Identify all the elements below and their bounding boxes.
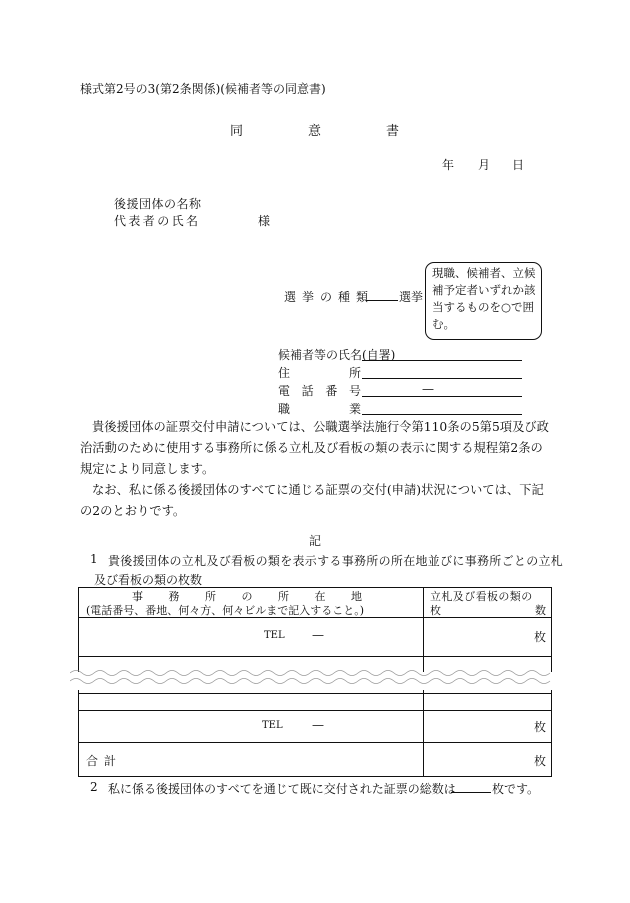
row1-tel-dash: — <box>312 628 324 642</box>
phone-blank[interactable] <box>362 396 522 397</box>
title-char-2: 意 <box>308 124 322 139</box>
phone-dash: — <box>422 382 434 396</box>
org-name-label: 後援団体の名称 <box>114 197 202 211</box>
header-right-line1: 立札及び看板の類の <box>430 590 533 603</box>
candidate-name-blank[interactable] <box>362 360 522 361</box>
form-id: 様式第2号の3(第2条関係)(候補者等の同意書) <box>80 82 326 96</box>
item2-total-blank[interactable] <box>451 792 491 793</box>
election-type-label: 選挙の種類 <box>284 290 375 304</box>
item2-number: 2 <box>90 780 98 794</box>
phone-label: 電 話 番 号 <box>278 384 361 398</box>
table-right-border <box>551 587 552 672</box>
header-right-line2: 枚 数 <box>430 604 546 617</box>
sign-note: (自署) <box>362 348 396 362</box>
table-lower-col-divider <box>423 690 424 777</box>
item2-text-before: 私に係る後援団体のすべてを通じて既に交付された証票の総数は <box>108 782 456 796</box>
ki-heading: 記 <box>309 534 322 548</box>
row1-unit: 枚 <box>534 630 547 644</box>
row-last-tel-dash: — <box>312 718 324 732</box>
address-label: 住 所 <box>278 366 361 380</box>
total-unit: 枚 <box>534 754 547 768</box>
date-day: 日 <box>512 158 525 172</box>
date-year: 年 <box>442 158 455 172</box>
election-type-blank[interactable] <box>366 300 398 301</box>
honorific: 様 <box>258 214 271 228</box>
job-label: 職 業 <box>278 402 361 416</box>
header-left-sub: (電話番号、番地、何々方、何々ビルまで記入すること。) <box>86 604 365 617</box>
row-last-tel-label: TEL <box>262 720 283 731</box>
header-left: 事 務 所 の 所 在 地 <box>132 590 362 603</box>
table-row-sep <box>78 710 552 711</box>
job-blank[interactable] <box>362 414 522 415</box>
table-bottom-border <box>78 776 552 777</box>
item1-number: 1 <box>90 552 98 566</box>
table-left-border <box>78 587 79 672</box>
table-col-divider <box>423 587 424 672</box>
election-note-box: 現職、候補者、立候補予定者いずれか該当するものを○で囲む。 <box>425 262 542 340</box>
election-suffix: 選挙 <box>399 290 424 304</box>
candidate-name-label: 候補者等の氏名 <box>278 348 363 362</box>
table-break-mark <box>70 664 560 694</box>
total-label: 合 計 <box>86 754 116 768</box>
rep-name-label: 代表者の氏名 <box>114 214 201 228</box>
body-paragraph-1: 貴後援団体の証票交付申請については、公職選挙法施行令第110条の5第5項及び政治活動のために使用する事務所に係る立札及び看板の類の表示に関する規程第2条の規定により同意します。 <box>80 420 549 476</box>
table-total-top <box>78 742 552 743</box>
item1-text-line2: 及び看板の類の枚数 <box>94 573 203 587</box>
date-month: 月 <box>478 158 491 172</box>
item2-text-after: 枚です。 <box>492 782 540 796</box>
table-row1-bottom <box>78 656 552 657</box>
item1-text-line1: 貴後援団体の立札及び看板の類を表示する事務所の所在地並びに事務所ごとの立札 <box>108 554 564 568</box>
body-paragraph-2: なお、私に係る後援団体のすべてに通じる証票の交付(申請)状況については、下記の2のとおりです。 <box>80 483 544 518</box>
row-last-unit: 枚 <box>534 720 547 734</box>
table-lower-top <box>78 693 552 694</box>
row1-tel-label: TEL <box>264 630 285 641</box>
table-lower-right-border <box>551 690 552 777</box>
table-lower-left-border <box>78 690 79 777</box>
title-char-3: 書 <box>386 124 400 139</box>
title-char-1: 同 <box>230 124 244 139</box>
address-blank[interactable] <box>362 378 522 379</box>
